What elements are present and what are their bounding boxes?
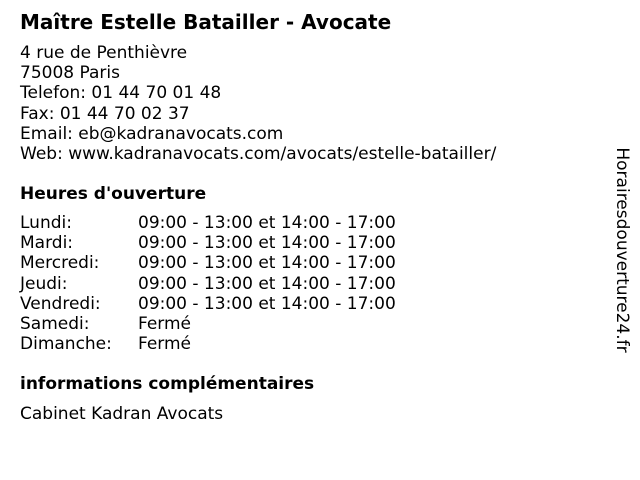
hours-row-wednesday [20, 253, 440, 273]
opening-hours-heading: Heures d'ouverture [20, 184, 207, 204]
time-value: Fermé [138, 334, 192, 355]
hours-row-sunday [20, 334, 440, 354]
time-value: 09:00 - 13:00 et 14:00 - 17:00 [138, 253, 396, 274]
site-watermark: Horairesdouverture24.fr [612, 147, 632, 353]
hours-row-monday [20, 213, 440, 233]
day-label: Dimanche: [20, 334, 112, 355]
day-label: Samedi: [20, 313, 90, 334]
time-value: 09:00 - 13:00 et 14:00 - 17:00 [138, 273, 396, 294]
time-value: 09:00 - 13:00 et 14:00 - 17:00 [138, 293, 396, 314]
phone-line: Telefon: 01 44 70 01 48 [20, 83, 222, 104]
hours-row-saturday [20, 314, 440, 334]
additional-info-text: Cabinet Kadran Avocats [20, 404, 224, 424]
day-label: Mercredi: [20, 253, 100, 274]
day-label: Vendredi: [20, 293, 101, 314]
hours-row-friday [20, 294, 440, 314]
day-label: Jeudi: [20, 273, 68, 294]
city-line: 75008 Paris [20, 63, 120, 84]
hours-row-tuesday [20, 233, 440, 253]
business-title: Maître Estelle Batailler - Avocate [20, 10, 392, 34]
web-line: Web: www.kadranavocats.com/avocats/estelle-batailler/ [20, 144, 497, 165]
time-value: 09:00 - 13:00 et 14:00 - 17:00 [138, 233, 396, 254]
opening-hours-list [20, 213, 440, 354]
address-block [20, 43, 496, 164]
day-label: Lundi: [20, 213, 72, 233]
time-value: 09:00 - 13:00 et 14:00 - 17:00 [138, 213, 396, 233]
email-line: Email: eb@kadranavocats.com [20, 123, 284, 144]
day-label: Mardi: [20, 233, 74, 254]
street-line: 4 rue de Penthièvre [20, 43, 188, 63]
additional-info-heading: informations complémentaires [20, 374, 315, 394]
fax-line: Fax: 01 44 70 02 37 [20, 103, 190, 124]
time-value: Fermé [138, 313, 192, 334]
hours-row-thursday [20, 274, 440, 294]
